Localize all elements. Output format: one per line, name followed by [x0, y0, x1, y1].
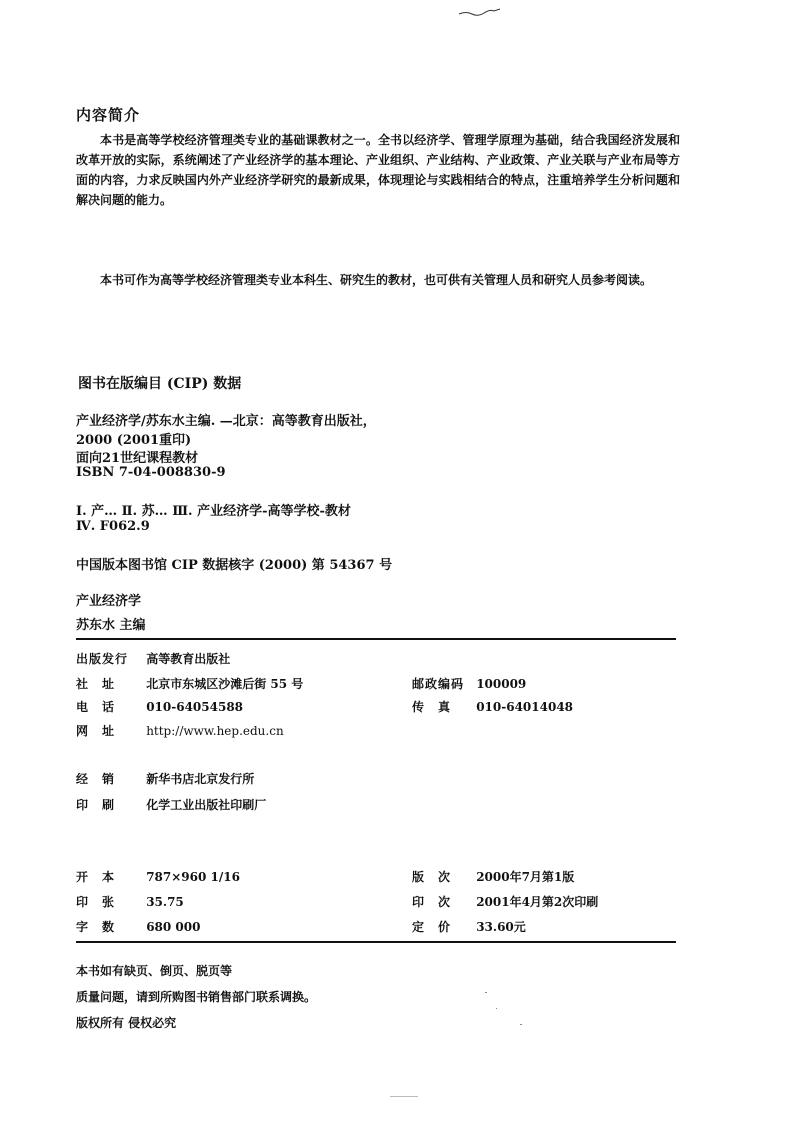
distributor-value: 新华书店北京发行所 — [146, 772, 255, 786]
format-row — [76, 868, 240, 885]
price-value: 33.60元 — [476, 920, 526, 934]
edition-value: 2000年7月第1版 — [476, 870, 575, 884]
sheets-value: 35.75 — [146, 895, 184, 909]
copyright-notice: 版权所有 侵权必究 — [76, 1016, 177, 1030]
fax-value: 010-64014048 — [476, 700, 574, 714]
zip-value: 100009 — [476, 677, 527, 691]
cip-line-series: 面向21世纪课程教材 — [76, 451, 199, 466]
cip-line-data-number: 中国版本图书馆 CIP 数据核字 (2000) 第 54367 号 — [76, 558, 393, 573]
publisher-row — [76, 650, 230, 667]
intro-title: 内容简介 — [76, 106, 141, 124]
address-row — [76, 675, 303, 692]
scribble-mark — [458, 8, 502, 16]
format-label: 开本 — [76, 870, 129, 884]
address-label: 社址 — [76, 677, 129, 691]
quality-notice-line-1: 本书如有缺页、倒页、脱页等 — [76, 964, 233, 978]
intro-paragraph-2: 本书可作为高等学校经济管理类专业本科生、研究生的教材，也可供有关管理人员和研究人员参考阅读。 — [100, 273, 653, 287]
scan-speck — [496, 1008, 497, 1009]
scan-speck — [390, 1096, 418, 1097]
distributor-label: 经销 — [76, 772, 129, 786]
cip-line-subjects: Ⅰ. 产… Ⅱ. 苏… Ⅲ. 产业经济学-高等学校-教材 — [76, 504, 351, 519]
printer-label: 印刷 — [76, 798, 129, 812]
zip-label: 邮政编码 — [412, 677, 465, 691]
quality-notice-line-2: 质量问题，请到所购图书销售部门联系调换。 — [76, 990, 317, 1004]
phone-label: 电话 — [76, 700, 129, 714]
zip-row — [412, 675, 526, 692]
divider-top — [76, 638, 676, 640]
cip-title: 图书在版编目 (CIP) 数据 — [78, 376, 242, 392]
fax-label: 传真 — [412, 700, 465, 714]
printing-row — [412, 893, 598, 910]
divider-bottom — [76, 941, 676, 943]
cip-line-title: 产业经济学/苏东水主编. —北京：高等教育出版社， — [76, 414, 376, 429]
scan-speck — [520, 1024, 522, 1025]
phone-row — [76, 698, 243, 715]
book-editor: 苏东水 主编 — [76, 618, 146, 633]
price-label: 定价 — [412, 920, 465, 934]
printer-row — [76, 796, 266, 813]
printer-value: 化学工业出版社印刷厂 — [146, 798, 267, 812]
fax-row — [412, 698, 573, 715]
phone-value: 010-64054588 — [146, 700, 244, 714]
edition-label: 版次 — [412, 870, 465, 884]
intro-paragraph-1: 本书是高等学校经济管理类专业的基础课教材之一。全书以经济学、管理学原理为基础，结合我国经济发展和改革开放的实际，系统阐述了产业经济学的基本理论、产业组织、产业结构、产业政策、产业关联与产业布局等方面的内容，力求反映国内外产业经济学研究的最新成果，体现理论与实践相结合的特点，注重培养学生分析问题和解决问题的能力。 — [76, 133, 680, 207]
website-label: 网址 — [76, 724, 129, 738]
price-row — [412, 918, 526, 935]
book-title: 产业经济学 — [76, 594, 142, 609]
cip-line-classification: Ⅳ. F062.9 — [76, 519, 150, 534]
scan-speck — [485, 992, 487, 993]
website-value: http://www.hep.edu.cn — [146, 724, 284, 738]
edition-row — [412, 868, 574, 885]
printing-label: 印次 — [412, 895, 465, 909]
words-row — [76, 918, 200, 935]
cip-line-reprint: 2000 (2001重印) — [76, 433, 192, 448]
words-label: 字数 — [76, 920, 129, 934]
format-value: 787×960 1/16 — [146, 870, 240, 884]
publisher-value: 高等教育出版社 — [146, 652, 231, 666]
words-value: 680 000 — [146, 920, 201, 934]
sheets-row — [76, 893, 184, 910]
distributor-row — [76, 770, 254, 787]
website-row — [76, 722, 284, 739]
cip-line-isbn: ISBN 7-04-008830-9 — [76, 465, 226, 480]
publisher-label: 出版发行 — [76, 652, 129, 666]
printing-value: 2001年4月第2次印刷 — [476, 895, 599, 909]
address-value: 北京市东城区沙滩后街 55 号 — [146, 677, 304, 691]
sheets-label: 印张 — [76, 895, 129, 909]
